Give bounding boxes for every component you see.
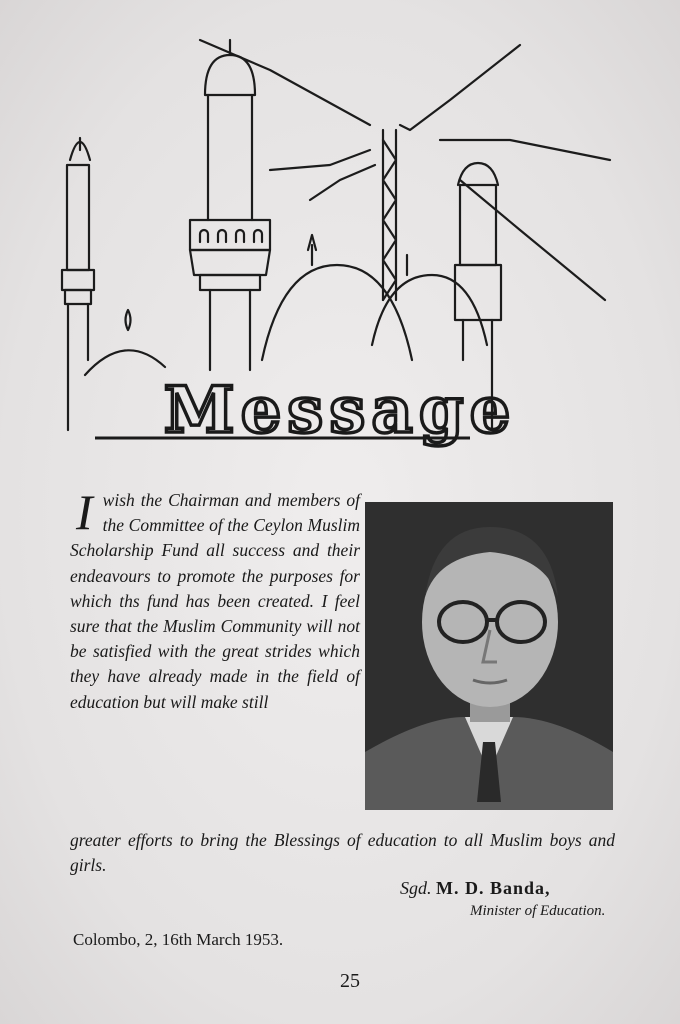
- signature-prefix: Sgd.: [400, 878, 432, 898]
- message-paragraph: wish the Chairman and members of the Committee of the Ceylon Muslim Scholarship Fund all success and their endeavours to promote the purposes for which ths fund has been created. I feel sure that the Muslim Community will not be satisfied with the great strides which they have already made in the field of education but will make still: [70, 490, 360, 712]
- mosque-drawing: [40, 30, 640, 480]
- mosque-illustration: [40, 30, 640, 480]
- portrait-image: [365, 502, 613, 810]
- message-body-full: [70, 828, 615, 878]
- signer-role: Minister of Education.: [470, 903, 606, 919]
- message-heading: Message: [163, 373, 517, 448]
- message-closing: greater efforts to bring the Blessings of education to all Muslim boys and girls.: [70, 830, 615, 876]
- signer-name: M. D. Banda,: [436, 878, 551, 898]
- message-body-wrapped: [70, 484, 360, 715]
- dateline: Colombo, 2, 16th March 1953.: [73, 930, 284, 949]
- signature-line: [400, 878, 640, 899]
- page-number: 25: [340, 970, 360, 992]
- portrait-photo: [365, 502, 613, 810]
- drop-cap: I: [76, 484, 93, 540]
